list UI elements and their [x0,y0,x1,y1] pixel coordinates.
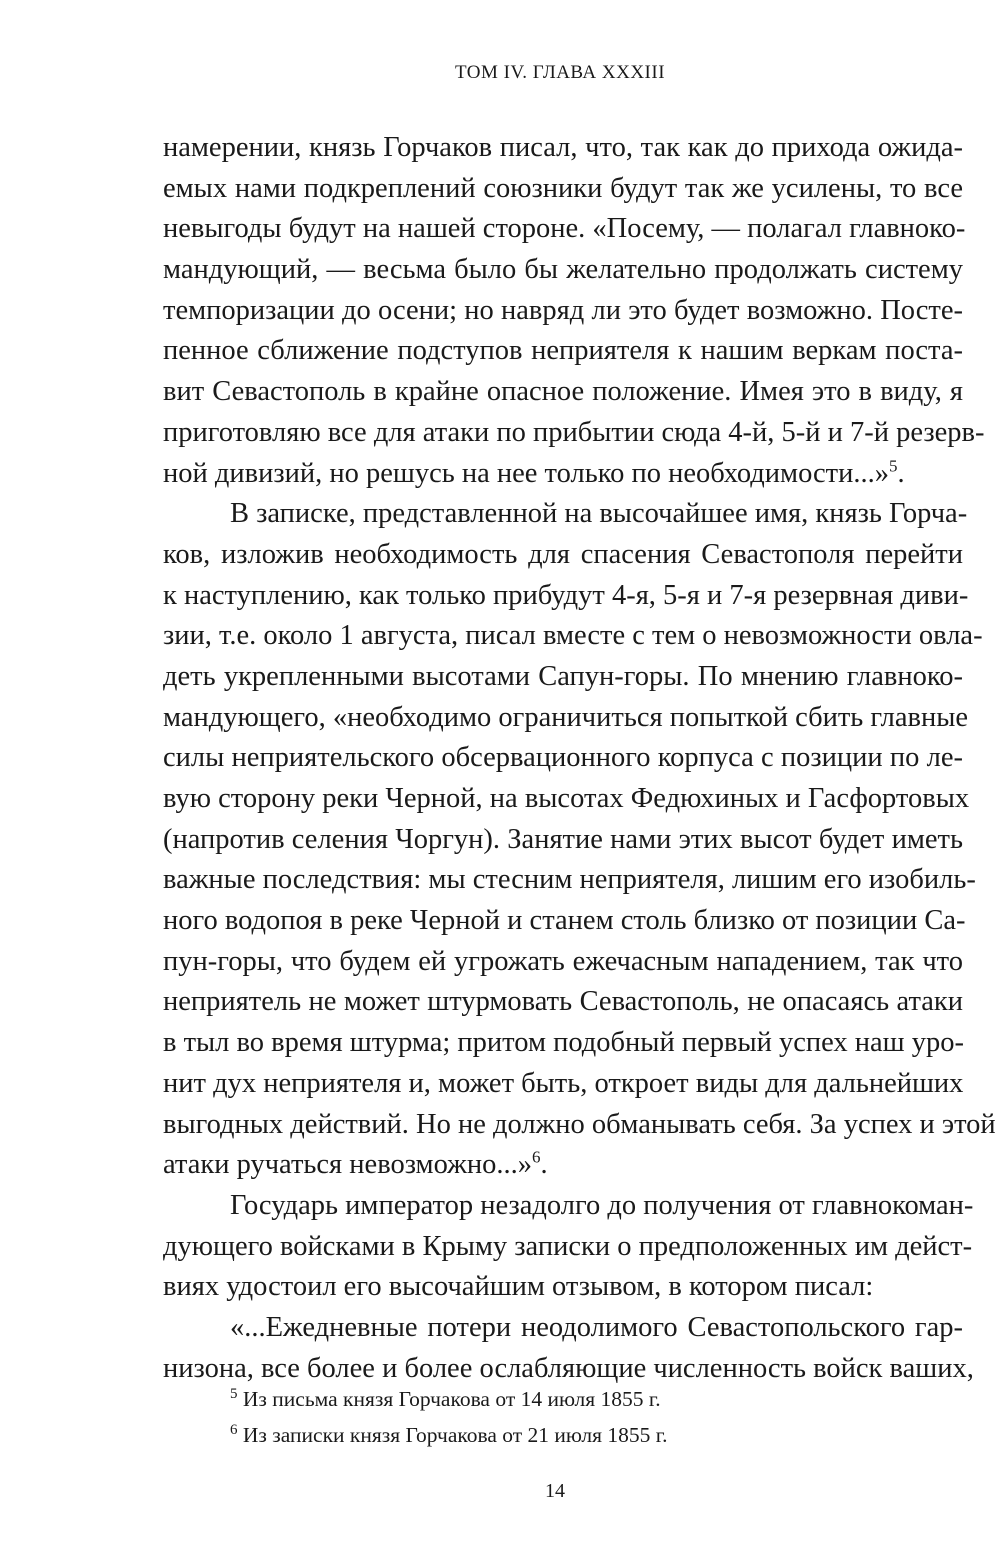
text-line: пун-горы, что будем ей угрожать ежечасным нападением, так что [163,945,963,977]
page-number: 14 [545,1480,565,1502]
text-line: низона, все более и более ослабляющие численность войск ваших, [163,1352,974,1384]
footnote-number: 5 [230,1385,238,1402]
paragraph [163,494,996,1186]
text-line: атаки ручаться невозможно...»$^6$. [163,1147,548,1181]
footnote-number: 6 [230,1421,238,1438]
text-line: выгодных действий. Но не должно обманывать себя. За успех и этой [163,1108,996,1140]
paragraph [163,128,985,494]
text-line: (напротив селения Чоргун). Занятие нами этих высот будет иметь [163,823,963,855]
text-line: вую сторону реки Черной, на высотах Федюхиных и Гасфортовых [163,783,970,814]
text-line: неприятель не может штурмовать Севастополь, не опасаясь атаки [163,986,963,1018]
text-line: виях удостоил его высочайшим отзывом, в котором писал: [163,1271,874,1303]
text-line: мандующий, — весьма было бы желательно продолжать систему [163,254,963,286]
text-line: важные последствия: мы стесним неприятеля, лишим его изобиль- [163,864,976,896]
text-line: деть укрепленными высотами Сапун-горы. По мнению главноко- [163,660,963,692]
footnote-reference: 6 [531,1147,541,1167]
text-line: Государь император незадолго до получения от главнокоман- [230,1189,974,1221]
text-line: темпоризации до осени; но навряд ли это будет возможно. Посте- [163,294,963,326]
text-line: намерении, князь Горчаков писал, что, так как до прихода ожида- [163,132,963,163]
text-line: «...Ежедневные потери неодолимого Севастопольского гар- [230,1311,963,1343]
text-line: вит Севастополь в крайне опасное положение. Имея это в виду, я [163,376,963,408]
text-line: в тыл во время штурма; притом подобный первый успех наш уро- [163,1027,964,1059]
text-line: мандующего, «необходимо ограничиться попыткой сбить главные [163,701,969,733]
text-line: к наступлению, как только прибудут 4-я, 5-я и 7-я резервная диви- [163,579,969,611]
paragraph [163,1186,974,1308]
text-line-content: ной дивизий, но решусь на нее только по необходимости...» [163,457,890,489]
text-line: силы неприятельского обсервационного корпуса с позиции по ле- [163,742,963,774]
footnote-reference: 5 [889,456,898,475]
text-line: нит дух неприятеля и, может быть, откроет виды для дальнейших [163,1067,964,1099]
text-line: В записке, представленной на высочайшее имя, князь Горча- [230,498,968,530]
text-line: дующего войсками в Крыму записки о предположенных им дейст- [163,1230,973,1262]
footnote-text: Из письма князя Горчакова от 14 июля 1855 г. [242,1387,661,1411]
text-line-content: атаки ручаться невозможно...» [163,1149,532,1181]
text-line: ков, изложив необходимость для спасения Севастополя перейти [163,538,963,570]
footnote-text: Из записки князя Горчакова от 21 июля 1855 г. [242,1423,668,1447]
text-line: емых нами подкреплений союзники будут так же усилены, то все [163,172,963,204]
running-head: ТОМ IV. ГЛАВА XXXIII [454,62,666,83]
footnotes [230,1381,668,1453]
text-line: ной дивизий, но решусь на нее только по необходимости...»$^5$. [163,456,905,489]
text-line: ного водопоя в реке Черной и станем столь близко от позиции Са- [163,905,966,937]
text-line: зии, т.е. около 1 августа, писал вместе с тем о невозможности овла- [163,620,983,652]
footnote [230,1381,668,1417]
footnote [230,1417,668,1453]
text-line: приготовляю все для атаки по прибытии сюда 4-й, 5-й и 7-й резерв- [163,416,985,448]
text-line: пенное сближение подступов неприятеля к нашим веркам поста- [163,335,963,367]
text-line: невыгоды будут на нашей стороне. «Посему, — полагал главноко- [163,213,966,245]
body-text [163,128,996,1389]
paragraph [163,1308,974,1389]
